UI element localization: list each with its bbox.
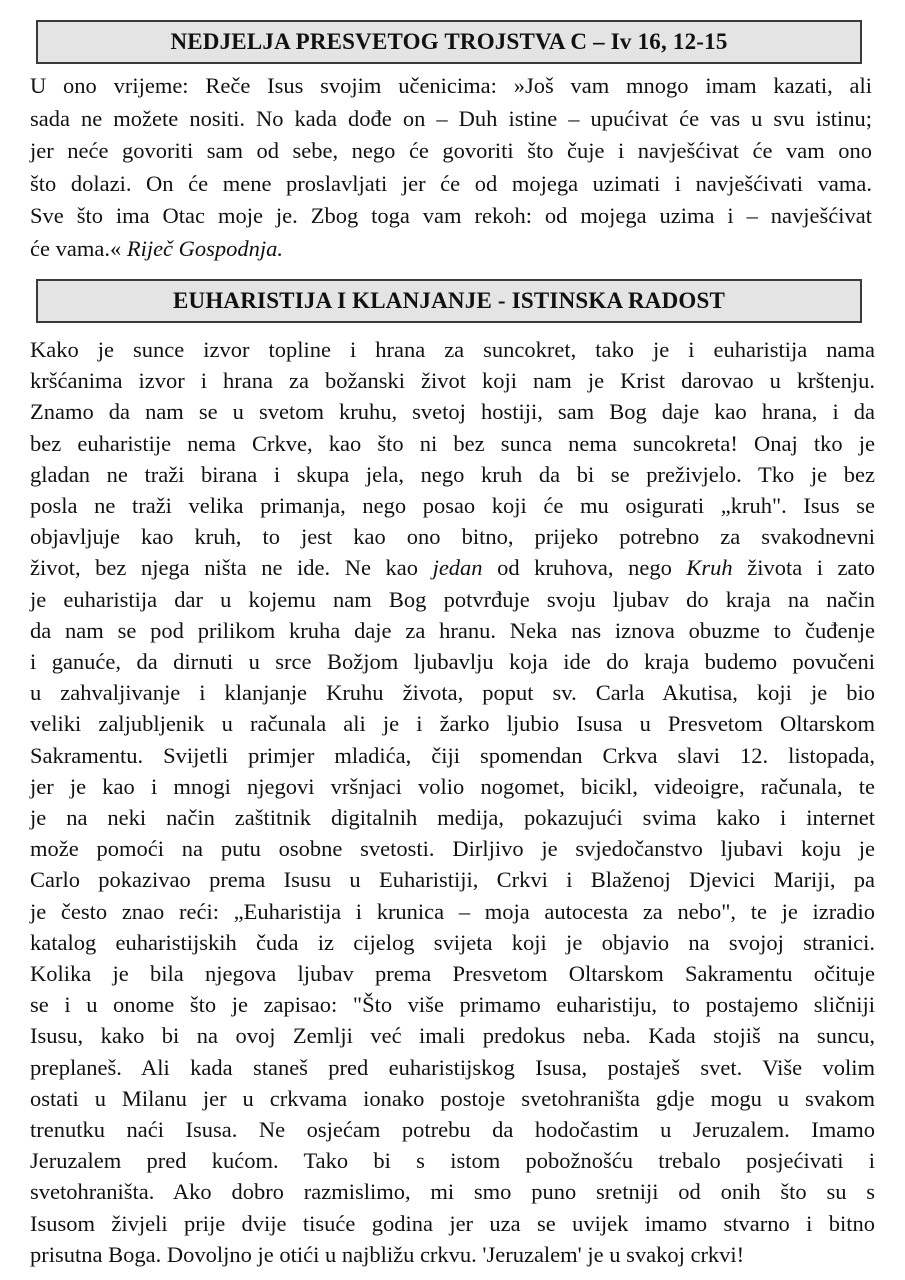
article-line: bez euharistije nema Crkve, kao što ni bez sunca nema suncokreta! Onaj tko je <box>30 430 875 456</box>
article-line: Isusom živjeli prije dvije tisuće godina jer uza se uvijek imamo stvarno i bitno <box>30 1210 875 1236</box>
article-line: Kolika je bila njegova ljubav prema Presvetom Oltarskom Sakramentu očituje <box>30 961 875 987</box>
gospel-line: što dolazi. On će mene proslavljati jer će od mojega uzimati i navješćivati vama. <box>30 170 872 196</box>
article-line: trenutku naći Isusa. Ne osjećam potrebu da hodočastim u Jeruzalem. Imamo <box>30 1117 875 1143</box>
article-heading-text: EUHARISTIJA I KLANJANJE - ISTINSKA RADOST <box>172 288 726 313</box>
article-line: Znamo da nam se u svetom kruhu, svetoj hostiji, sam Bog daje kao hrana, i da <box>30 399 875 425</box>
gospel-heading-text: NEDJELJA PRESVETOG TROJSTVA C – Iv 16, 12-15 <box>170 29 728 54</box>
article-line: da nam se pod prilikom kruha daje za hranu. Neka nas iznova obuzme to čuđenje <box>30 617 875 643</box>
article-line: jer je kao i mnogi njegovi vršnjaci volio nogomet, bicikl, videoigre, računala, te <box>30 773 875 799</box>
article-line: ostati u Milanu jer u crkvama ionako postoje svetohraništa gdje mogu u svakom <box>30 1085 875 1111</box>
article-line: katalog euharistijskih čuda iz cijelog svijeta koji je objavio na svojoj stranici. <box>30 929 875 955</box>
article-line: posla ne traži velika primanja, nego posao koji će mu osigurati „kruh". Isus se <box>30 493 875 519</box>
article-line: kršćanima izvor i hrana za božanski život koji nam je Krist darovao u krštenju. <box>30 368 875 394</box>
article-line: preplaneš. Ali kada staneš pred euharistijskog Isusa, postaješ svet. Više volim <box>30 1054 875 1080</box>
gospel-line: jer neće govoriti sam od sebe, nego će govoriti što čuje i navješćivat će vam ono <box>30 138 872 163</box>
article-heading <box>36 279 862 323</box>
article-line: je euharistija dar u kojemu nam Bog potvrđuje svoju ljubav do kraja na način <box>30 586 875 612</box>
article-line <box>30 552 875 583</box>
article-line: u zahvaljivanje i klanjanje Kruhu života, poput sv. Carla Akutisa, koji je bio <box>30 680 875 706</box>
article-line: je često znao reći: „Euharistija i krunica – moja autocesta za nebo", te je izradio <box>30 898 875 924</box>
article-text-segment: života i zato <box>747 555 876 581</box>
gospel-text <box>30 70 872 265</box>
article-line: i ganuće, da dirnuti u srce Božjom ljubavlju koja ide do kraja budemo povučeni <box>30 649 875 675</box>
article-text-segment: život, bez njega ništa ne ide. Ne kao <box>30 555 418 581</box>
gospel-line: Sve što ima Otac moje je. Zbog toga vam rekoh: od mojega uzima i – navješćivat <box>30 203 872 228</box>
article-line: gladan ne traži birana i skupa jela, nego kruh da bi se preživjelo. Tko je bez <box>30 461 875 487</box>
gospel-line: sada ne možete nositi. No kada dođe on – Duh istine – upućivat će vas u svu istinu; <box>30 105 872 131</box>
article-line: Isusu, kako bi na ovoj Zemlji već imali predokus neba. Kada stojiš na suncu, <box>30 1023 875 1049</box>
article-line: Sakramentu. Svijetli primjer mladića, čiji spomendan Crkva slavi 12. listopada, <box>30 742 875 768</box>
article-line: veliki zaljubljenik u računala ali je i žarko ljubio Isusa u Presvetom Oltarskom <box>30 711 875 737</box>
gospel-line <box>30 233 872 266</box>
article-line: se i u onome što je zapisao: "Što više primamo euharistiju, to postajemo sličniji <box>30 992 875 1018</box>
article-line: objavljuje kao kruh, to jest kao ono bitno, prijeko potrebno za svakodnevni <box>30 524 875 550</box>
gospel-line-text: će vama.« <box>30 235 122 261</box>
gospel-heading <box>36 20 862 64</box>
article-line: prisutna Boga. Dovoljno je otići u najbližu crkvu. 'Jeruzalem' je u svakoj crkvi! <box>30 1241 745 1267</box>
article-line: Kako je sunce izvor topline i hrana za suncokret, tako je i euharistija nama <box>30 337 875 362</box>
gospel-closing: Riječ Gospodnja. <box>126 235 284 261</box>
article-line: Jeruzalem pred kućom. Tako bi s istom pobožnošću trebalo posjećivati i <box>30 1148 875 1174</box>
article-text-segment: od kruhova, nego <box>497 555 672 581</box>
article-line: svetohraništa. Ako dobro razmislimo, mi smo puno sretniji od onih što su s <box>30 1179 875 1205</box>
article-line: može pomoći na putu osobne svetosti. Dirljivo je svjedočanstvo ljubavi koju je <box>30 836 875 862</box>
article-text <box>30 334 875 1270</box>
gospel-line: U ono vrijeme: Reče Isus svojim učenicima: »Još vam mnogo imam kazati, ali <box>30 73 872 98</box>
article-line: Carlo pokazivao prema Isusu u Euharistiji, Crkvi i Blaženoj Djevici Mariji, pa <box>30 867 875 893</box>
article-line: je na neki način zaštitnik digitalnih medija, pokazujući svima kako i internet <box>30 805 875 831</box>
article-emphasis: Kruh <box>686 555 733 581</box>
article-emphasis: jedan <box>432 555 483 581</box>
